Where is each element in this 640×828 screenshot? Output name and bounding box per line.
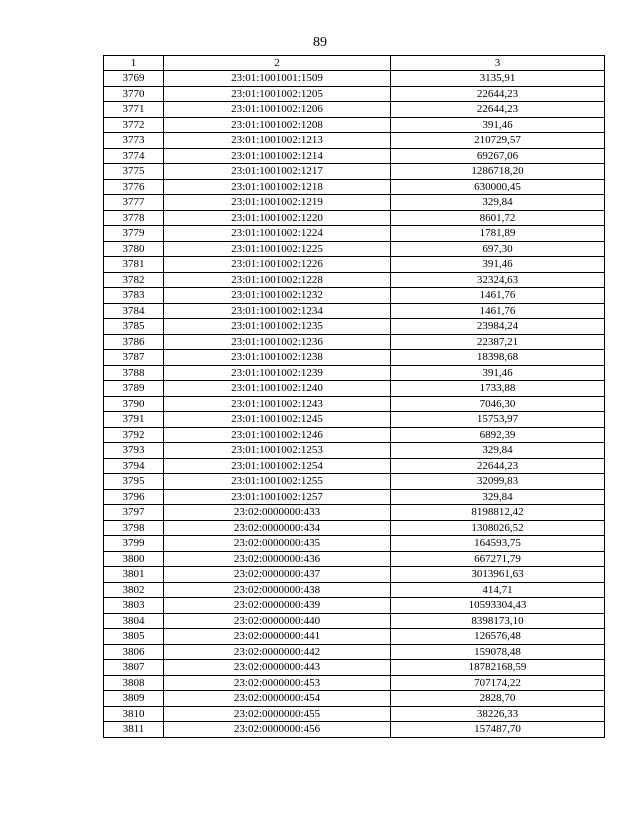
row-number-cell: 3774: [104, 148, 164, 164]
row-number-cell: 3772: [104, 117, 164, 133]
table-row: [104, 551, 605, 567]
row-number-cell: 3777: [104, 195, 164, 211]
cadastral-number-cell: 23:01:1001002:1206: [164, 102, 391, 118]
row-number-cell: 3778: [104, 210, 164, 226]
row-number-cell: 3789: [104, 381, 164, 397]
row-number-cell: 3769: [104, 71, 164, 87]
cadastral-number-cell: 23:01:1001002:1213: [164, 133, 391, 149]
value-cell: 1461,76: [391, 303, 605, 319]
table-row: [104, 241, 605, 257]
value-cell: 164593,75: [391, 536, 605, 552]
row-number-cell: 3805: [104, 629, 164, 645]
row-number-cell: 3787: [104, 350, 164, 366]
cadastral-number-cell: 23:01:1001002:1254: [164, 458, 391, 474]
value-cell: 391,46: [391, 365, 605, 381]
value-cell: 707174,22: [391, 675, 605, 691]
value-cell: 391,46: [391, 257, 605, 273]
row-number-cell: 3799: [104, 536, 164, 552]
value-cell: 22644,23: [391, 86, 605, 102]
value-cell: 32324,63: [391, 272, 605, 288]
value-cell: 667271,79: [391, 551, 605, 567]
table-row: [104, 644, 605, 660]
cadastral-number-cell: 23:02:0000000:441: [164, 629, 391, 645]
table-row: [104, 86, 605, 102]
value-cell: 15753,97: [391, 412, 605, 428]
value-cell: 1461,76: [391, 288, 605, 304]
row-number-cell: 3800: [104, 551, 164, 567]
cadastral-number-cell: 23:01:1001002:1238: [164, 350, 391, 366]
table-row: [104, 334, 605, 350]
table-row: [104, 536, 605, 552]
table-row: [104, 117, 605, 133]
cadastral-number-cell: 23:01:1001002:1214: [164, 148, 391, 164]
row-number-cell: 3776: [104, 179, 164, 195]
cadastral-number-cell: 23:02:0000000:435: [164, 536, 391, 552]
table-row: [104, 164, 605, 180]
cadastral-number-cell: 23:02:0000000:439: [164, 598, 391, 614]
row-number-cell: 3804: [104, 613, 164, 629]
value-cell: 1781,89: [391, 226, 605, 242]
value-cell: 18782168,59: [391, 660, 605, 676]
value-cell: 1286718,20: [391, 164, 605, 180]
row-number-cell: 3788: [104, 365, 164, 381]
table-row: [104, 582, 605, 598]
column-header-3: 3: [391, 56, 605, 71]
value-cell: 38226,33: [391, 706, 605, 722]
value-cell: 8398173,10: [391, 613, 605, 629]
value-cell: 22644,23: [391, 102, 605, 118]
cadastral-number-cell: 23:01:1001002:1253: [164, 443, 391, 459]
value-cell: 1733,88: [391, 381, 605, 397]
value-cell: 329,84: [391, 489, 605, 505]
table-row: [104, 412, 605, 428]
value-cell: 22387,21: [391, 334, 605, 350]
row-number-cell: 3786: [104, 334, 164, 350]
cadastral-number-cell: 23:02:0000000:455: [164, 706, 391, 722]
table-row: [104, 722, 605, 738]
cadastral-number-cell: 23:02:0000000:454: [164, 691, 391, 707]
cadastral-number-cell: 23:01:1001002:1240: [164, 381, 391, 397]
table-row: [104, 133, 605, 149]
table-row: [104, 443, 605, 459]
table-row: [104, 474, 605, 490]
table-row: [104, 660, 605, 676]
value-cell: 23984,24: [391, 319, 605, 335]
row-number-cell: 3798: [104, 520, 164, 536]
table-row: [104, 520, 605, 536]
value-cell: 3013961,63: [391, 567, 605, 583]
row-number-cell: 3783: [104, 288, 164, 304]
table-row: [104, 102, 605, 118]
row-number-cell: 3775: [104, 164, 164, 180]
value-cell: 18398,68: [391, 350, 605, 366]
table-row: [104, 257, 605, 273]
table-row: [104, 210, 605, 226]
cadastral-number-cell: 23:01:1001001:1509: [164, 71, 391, 87]
table-row: [104, 691, 605, 707]
row-number-cell: 3791: [104, 412, 164, 428]
cadastral-number-cell: 23:02:0000000:433: [164, 505, 391, 521]
value-cell: 2828,70: [391, 691, 605, 707]
table-row: [104, 505, 605, 521]
cadastral-number-cell: 23:01:1001002:1235: [164, 319, 391, 335]
value-cell: 6892,39: [391, 427, 605, 443]
cadastral-number-cell: 23:01:1001002:1232: [164, 288, 391, 304]
table-row: [104, 396, 605, 412]
row-number-cell: 3807: [104, 660, 164, 676]
value-cell: 391,46: [391, 117, 605, 133]
cadastral-number-cell: 23:01:1001002:1245: [164, 412, 391, 428]
value-cell: 414,71: [391, 582, 605, 598]
row-number-cell: 3781: [104, 257, 164, 273]
value-cell: 69267,06: [391, 148, 605, 164]
cadastral-number-cell: 23:01:1001002:1236: [164, 334, 391, 350]
row-number-cell: 3809: [104, 691, 164, 707]
row-number-cell: 3780: [104, 241, 164, 257]
table-row: [104, 598, 605, 614]
table-row: [104, 381, 605, 397]
value-cell: 329,84: [391, 195, 605, 211]
table-row: [104, 489, 605, 505]
value-cell: 697,30: [391, 241, 605, 257]
cadastral-number-cell: 23:01:1001002:1219: [164, 195, 391, 211]
cadastral-number-cell: 23:01:1001002:1243: [164, 396, 391, 412]
value-cell: 329,84: [391, 443, 605, 459]
table-row: [104, 629, 605, 645]
row-number-cell: 3808: [104, 675, 164, 691]
row-number-cell: 3794: [104, 458, 164, 474]
cadastral-number-cell: 23:01:1001002:1226: [164, 257, 391, 273]
row-number-cell: 3792: [104, 427, 164, 443]
row-number-cell: 3773: [104, 133, 164, 149]
value-cell: 22644,23: [391, 458, 605, 474]
value-cell: 7046,30: [391, 396, 605, 412]
cadastral-number-cell: 23:02:0000000:437: [164, 567, 391, 583]
row-number-cell: 3802: [104, 582, 164, 598]
table-row: [104, 365, 605, 381]
cadastral-number-cell: 23:02:0000000:453: [164, 675, 391, 691]
row-number-cell: 3803: [104, 598, 164, 614]
table-row: [104, 350, 605, 366]
row-number-cell: 3797: [104, 505, 164, 521]
cadastral-number-cell: 23:01:1001002:1205: [164, 86, 391, 102]
cadastral-number-cell: 23:02:0000000:443: [164, 660, 391, 676]
table-row: [104, 303, 605, 319]
value-cell: 8198812,42: [391, 505, 605, 521]
row-number-cell: 3779: [104, 226, 164, 242]
cadastral-number-cell: 23:01:1001002:1257: [164, 489, 391, 505]
table-row: [104, 458, 605, 474]
value-cell: 32099,83: [391, 474, 605, 490]
value-cell: 126576,48: [391, 629, 605, 645]
table-row: [104, 319, 605, 335]
value-cell: 3135,91: [391, 71, 605, 87]
row-number-cell: 3793: [104, 443, 164, 459]
row-number-cell: 3784: [104, 303, 164, 319]
cadastral-number-cell: 23:02:0000000:440: [164, 613, 391, 629]
row-number-cell: 3771: [104, 102, 164, 118]
cadastral-value-table: [103, 55, 605, 738]
cadastral-number-cell: 23:02:0000000:436: [164, 551, 391, 567]
table-row: [104, 148, 605, 164]
column-header-2: 2: [164, 56, 391, 71]
table-row: [104, 427, 605, 443]
row-number-cell: 3782: [104, 272, 164, 288]
cadastral-number-cell: 23:02:0000000:434: [164, 520, 391, 536]
value-cell: 10593304,43: [391, 598, 605, 614]
value-cell: 630000,45: [391, 179, 605, 195]
table-body: [104, 71, 605, 738]
row-number-cell: 3796: [104, 489, 164, 505]
row-number-cell: 3806: [104, 644, 164, 660]
table-row: [104, 272, 605, 288]
row-number-cell: 3795: [104, 474, 164, 490]
value-cell: 8601,72: [391, 210, 605, 226]
row-number-cell: 3811: [104, 722, 164, 738]
cadastral-number-cell: 23:02:0000000:442: [164, 644, 391, 660]
row-number-cell: 3810: [104, 706, 164, 722]
cadastral-number-cell: 23:01:1001002:1239: [164, 365, 391, 381]
cadastral-number-cell: 23:01:1001002:1228: [164, 272, 391, 288]
table-row: [104, 226, 605, 242]
value-cell: 1308026,52: [391, 520, 605, 536]
table-row: [104, 71, 605, 87]
cadastral-number-cell: 23:01:1001002:1217: [164, 164, 391, 180]
table-row: [104, 195, 605, 211]
table-row: [104, 613, 605, 629]
cadastral-number-cell: 23:02:0000000:456: [164, 722, 391, 738]
cadastral-number-cell: 23:01:1001002:1208: [164, 117, 391, 133]
cadastral-number-cell: 23:01:1001002:1234: [164, 303, 391, 319]
table-row: [104, 567, 605, 583]
value-cell: 210729,57: [391, 133, 605, 149]
cadastral-number-cell: 23:01:1001002:1224: [164, 226, 391, 242]
row-number-cell: 3790: [104, 396, 164, 412]
cadastral-number-cell: 23:01:1001002:1246: [164, 427, 391, 443]
cadastral-number-cell: 23:01:1001002:1220: [164, 210, 391, 226]
table-row: [104, 288, 605, 304]
value-cell: 159078,48: [391, 644, 605, 660]
cadastral-number-cell: 23:02:0000000:438: [164, 582, 391, 598]
table-row: [104, 675, 605, 691]
value-cell: 157487,70: [391, 722, 605, 738]
cadastral-number-cell: 23:01:1001002:1225: [164, 241, 391, 257]
page-number: 89: [313, 35, 327, 50]
cadastral-number-cell: 23:01:1001002:1255: [164, 474, 391, 490]
table-row: [104, 179, 605, 195]
table-header-row: [104, 56, 605, 71]
table-row: [104, 706, 605, 722]
cadastral-number-cell: 23:01:1001002:1218: [164, 179, 391, 195]
row-number-cell: 3770: [104, 86, 164, 102]
row-number-cell: 3785: [104, 319, 164, 335]
column-header-1: 1: [104, 56, 164, 71]
row-number-cell: 3801: [104, 567, 164, 583]
